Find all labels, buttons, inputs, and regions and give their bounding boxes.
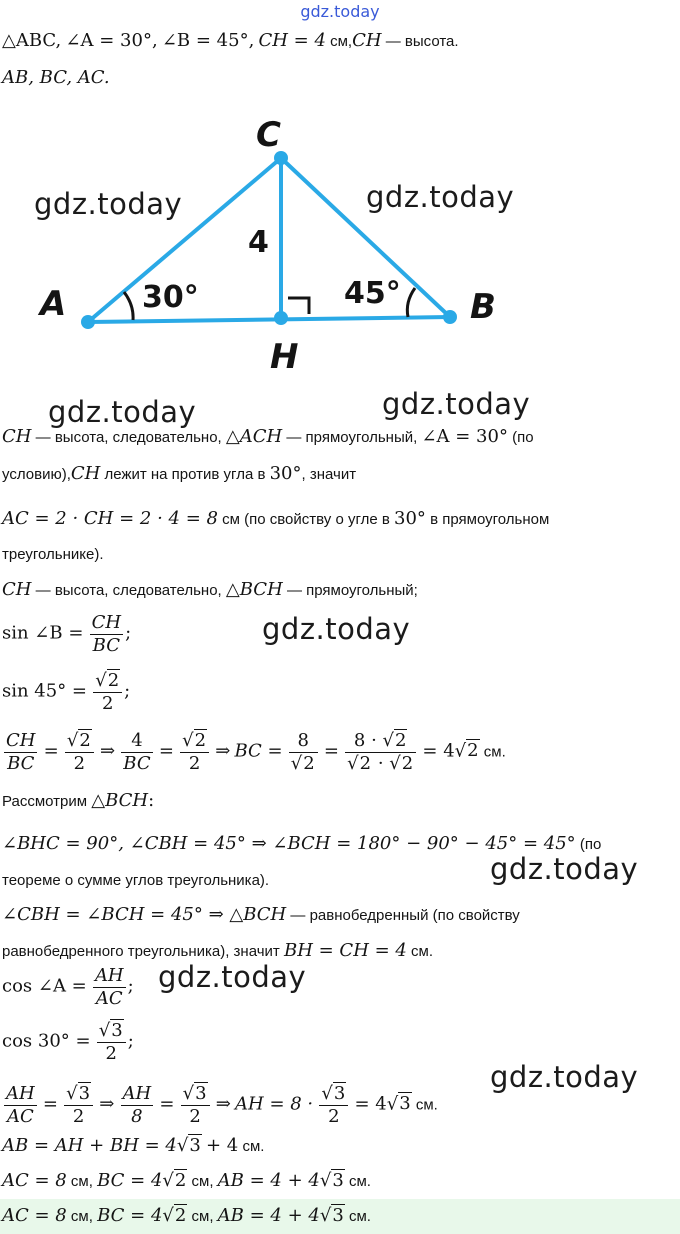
find-line: AB, BC, AC. [2, 67, 110, 88]
denominator: 2 [72, 1106, 85, 1127]
watermark-2: gdz.today [366, 180, 515, 214]
denominator: 2 [328, 1106, 340, 1127]
math-cos-a: cos ∠A = [2, 975, 87, 997]
denominator: 2 [105, 1043, 117, 1064]
fraction [289, 730, 318, 775]
denominator: 2 [73, 753, 86, 774]
given-triangle: △ABC, [2, 30, 62, 51]
math-angles: ∠BHC = 90°, ∠CBH = 45° ⇒ ∠BCH = 180° − 90° − 45° = 45° [2, 833, 576, 854]
text-fragment: (по [579, 836, 602, 853]
result-line [2, 1170, 371, 1193]
math-ac-calc: AC = 2 · CH = 2 · 4 = 8 [2, 508, 218, 529]
unit: см, [191, 1208, 214, 1225]
numerator: 4 [121, 730, 152, 753]
numerator: AH [94, 965, 124, 986]
text-fragment: лежит на против угла в [104, 466, 266, 483]
numerator: 8 [289, 730, 318, 753]
text-angles-2: теореме о сумме углов треугольника). [2, 872, 270, 889]
text-fragment: условию), [2, 466, 71, 483]
math-30: 30° [269, 463, 302, 484]
math-ab: AB = AH + BH = 4 [2, 1135, 177, 1156]
answer-box [0, 1199, 680, 1234]
fraction [4, 730, 37, 775]
radicand: 3 [333, 1083, 346, 1104]
math-bc: BC = 4 [97, 1205, 163, 1226]
text-fragment: — высота, следовательно, [35, 429, 222, 446]
implies: ⇒ [100, 740, 116, 762]
given-angle-b: ∠B = 45°, [161, 30, 255, 51]
sqrt-sign: √ [347, 753, 359, 774]
unit: см. [242, 1138, 265, 1155]
given-height-text: — высота. [385, 33, 459, 50]
numerator [93, 670, 122, 693]
punct: ; [127, 1030, 134, 1052]
denominator: 8 [131, 1106, 143, 1127]
sqrt-sign: √ [98, 1020, 111, 1041]
math-bh: BH = CH = 4 [283, 940, 407, 961]
punct: ; [127, 975, 134, 997]
eq: = [159, 1093, 175, 1115]
text-fragment: — прямоугольный, [286, 429, 418, 446]
radicand: 2 [194, 730, 207, 751]
eq: = [43, 740, 59, 762]
given-line [2, 30, 459, 53]
given-ch2: CH [352, 30, 382, 51]
right-angle-mark [288, 298, 309, 314]
numerator [64, 1083, 93, 1106]
math-cos-30: cos 30° = [2, 1030, 91, 1052]
fraction [121, 730, 152, 775]
fraction [180, 730, 209, 775]
radicand: 2 [359, 753, 372, 774]
watermark-3: gdz.today [48, 395, 197, 429]
numerator: AH [122, 1083, 152, 1104]
math-iso: ∠CBH = ∠BCH = 45° ⇒ △BCH [2, 904, 287, 925]
denominator: AC [6, 1106, 34, 1127]
fraction [90, 612, 123, 657]
math-ch: CH [2, 426, 32, 447]
math-angle-a: ∠A = 30° [421, 426, 508, 447]
text-fragment: , значит [301, 466, 357, 483]
radicand: 2 [107, 670, 120, 691]
fraction [93, 670, 122, 715]
unit: см, [70, 1208, 93, 1225]
text-line-1 [2, 426, 534, 449]
radicand: 3 [189, 1135, 201, 1156]
eq: = [158, 740, 174, 762]
side-ab [88, 317, 450, 322]
unit: см, [191, 1173, 214, 1190]
sqrt-sign: √ [382, 730, 395, 751]
sqrt-sign: √ [182, 730, 194, 751]
sqrt-sign: √ [66, 1083, 78, 1104]
sqrt-sign: √ [95, 670, 107, 691]
numerator [345, 730, 416, 753]
radicand: 2 [174, 1170, 187, 1191]
math-bc: BC = [234, 740, 283, 762]
sqrt-sign: √ [182, 1083, 195, 1104]
math-ab: AB = 4 + 4 [217, 1205, 320, 1226]
unit: см. [483, 743, 506, 761]
text-line-5 [2, 579, 418, 602]
numerator: CH [6, 730, 36, 751]
given-comma: , [347, 33, 353, 50]
site-watermark: gdz.today [300, 2, 380, 21]
math-plus-4: + 4 [206, 1135, 239, 1156]
math-ch: CH [70, 463, 101, 484]
math-ah: AH = 8 · [235, 1093, 314, 1115]
formula-sin-b [2, 612, 131, 657]
sqrt-sign: √ [319, 1170, 332, 1191]
text-line-2 [2, 463, 356, 486]
numerator [181, 1083, 210, 1106]
sqrt-sign: √ [454, 740, 467, 762]
math-30: 30° [394, 508, 426, 529]
math-triangle-ach: △ACH [225, 426, 283, 447]
watermark-8: gdz.today [490, 1060, 639, 1094]
denominator: BC [7, 753, 35, 774]
radicand: 2 [395, 730, 407, 751]
given-ch: CH = 4 [258, 30, 326, 51]
math-ab: AB = 4 + 4 [217, 1170, 320, 1191]
text-fragment: — прямоугольный; [286, 582, 418, 599]
watermark-5: gdz.today [262, 612, 411, 646]
fraction [121, 1083, 154, 1128]
text-fragment: см (по свойству о угле в [222, 511, 390, 528]
text-iso [2, 904, 520, 927]
dot: · [377, 753, 384, 774]
text-line-4: треугольнике). [2, 546, 104, 563]
radicand: 3 [78, 1083, 91, 1104]
denominator: 2 [188, 753, 201, 774]
label-c: C [256, 115, 281, 155]
fraction [181, 1083, 210, 1128]
formula-cos-30 [2, 1020, 134, 1065]
denominator: 2 [189, 1106, 201, 1127]
label-h: H [270, 337, 299, 377]
denominator: 2 [101, 693, 114, 714]
text-consider [2, 790, 154, 813]
denominator: BC [92, 635, 120, 656]
radicand: 3 [195, 1083, 207, 1104]
sqrt-sign: √ [176, 1135, 189, 1156]
text-fragment: — высота, следовательно, [35, 582, 222, 599]
radicand: 2 [467, 740, 479, 762]
fraction [65, 730, 94, 775]
text-fragment: в прямоугольном [430, 511, 550, 528]
math-ac: AC = 8 [2, 1170, 67, 1191]
radicand: 2 [79, 730, 91, 751]
denominator [345, 753, 416, 775]
eq: = [42, 1093, 58, 1115]
math-ac: AC = 8 [2, 1205, 67, 1226]
watermark-4: gdz.today [382, 387, 531, 421]
answer-line [2, 1205, 371, 1228]
watermark-6: gdz.today [490, 852, 639, 886]
text-iso-2 [2, 940, 433, 963]
implies: ⇒ [215, 740, 231, 762]
eight-dot: 8 · [353, 730, 377, 751]
formula-ab [2, 1135, 264, 1158]
sqrt-sign: √ [389, 753, 401, 774]
eq: = [323, 740, 339, 762]
watermark-1: gdz.today [34, 187, 183, 221]
numerator [65, 730, 94, 753]
formula-ah [2, 1083, 438, 1128]
punct: : [148, 790, 155, 811]
denominator: AC [95, 988, 123, 1009]
math-bc: BC = 4 [97, 1170, 163, 1191]
numerator: AH [6, 1083, 35, 1104]
label-b: B [470, 287, 496, 327]
radicand: 2 [401, 753, 414, 774]
formula-sin-45 [2, 670, 130, 715]
label-angle-30: 30° [142, 280, 199, 315]
fraction [319, 1083, 348, 1128]
math-sin-45: sin 45° = [2, 680, 88, 702]
radicand: 3 [111, 1020, 123, 1041]
unit: см. [348, 1208, 371, 1225]
text-fragment: — равнобедренный (по свойству [290, 907, 520, 924]
punct: ; [125, 622, 132, 644]
numerator: CH [91, 612, 122, 633]
punct: ; [124, 680, 131, 702]
angle-arc-a [124, 292, 133, 320]
given-angle-a: ∠A = 30°, [65, 30, 158, 51]
sqrt-sign: √ [386, 1093, 399, 1115]
triangle-diagram [0, 100, 680, 400]
math-result: = 4 [354, 1093, 387, 1115]
radicand: 2 [174, 1205, 187, 1226]
text-fragment: равнобедренного треугольника), значит [2, 943, 280, 960]
implies: ⇒ [215, 1093, 231, 1115]
unit: см. [411, 943, 434, 960]
math-triangle-bch: △BCH [225, 579, 283, 600]
sqrt-sign: √ [319, 1205, 332, 1226]
radicand: 3 [399, 1093, 411, 1115]
point-a [81, 315, 95, 329]
fraction [97, 1020, 126, 1065]
formula-bc [2, 730, 506, 775]
sqrt-sign: √ [162, 1170, 174, 1191]
fraction [4, 1083, 37, 1128]
sqrt-sign: √ [321, 1083, 333, 1104]
denominator [289, 753, 318, 775]
angle-arc-b [407, 288, 415, 317]
point-b [443, 310, 457, 324]
sqrt-sign: √ [162, 1205, 174, 1226]
text-fragment: (по [512, 429, 534, 446]
math-triangle-bch: △BCH [91, 790, 149, 811]
unit: см. [348, 1173, 371, 1190]
text-line-3 [2, 508, 549, 531]
radicand: 3 [332, 1205, 344, 1226]
unit: см, [70, 1173, 93, 1190]
formula-cos-a [2, 965, 134, 1010]
math-result: = 4 [422, 740, 455, 762]
sqrt-sign: √ [290, 753, 303, 774]
numerator [180, 730, 209, 753]
math-sin-b: sin ∠B = [2, 622, 84, 644]
unit: см. [415, 1096, 438, 1114]
fraction [64, 1083, 93, 1128]
label-angle-45: 45° [344, 276, 401, 311]
radicand: 2 [303, 753, 315, 774]
given-unit: см [330, 33, 348, 50]
numerator [97, 1020, 126, 1043]
text-fragment: Рассмотрим [2, 793, 88, 810]
fraction [93, 965, 126, 1010]
implies: ⇒ [99, 1093, 115, 1115]
math-ch: CH [2, 579, 32, 600]
label-4: 4 [248, 225, 269, 260]
radicand: 3 [332, 1170, 344, 1191]
sqrt-sign: √ [66, 730, 79, 751]
label-a: A [40, 284, 67, 324]
denominator: BC [123, 753, 151, 774]
text-angles [2, 833, 601, 856]
watermark-7: gdz.today [158, 960, 307, 994]
fraction [345, 730, 416, 775]
numerator [319, 1083, 348, 1106]
point-h [274, 311, 288, 325]
